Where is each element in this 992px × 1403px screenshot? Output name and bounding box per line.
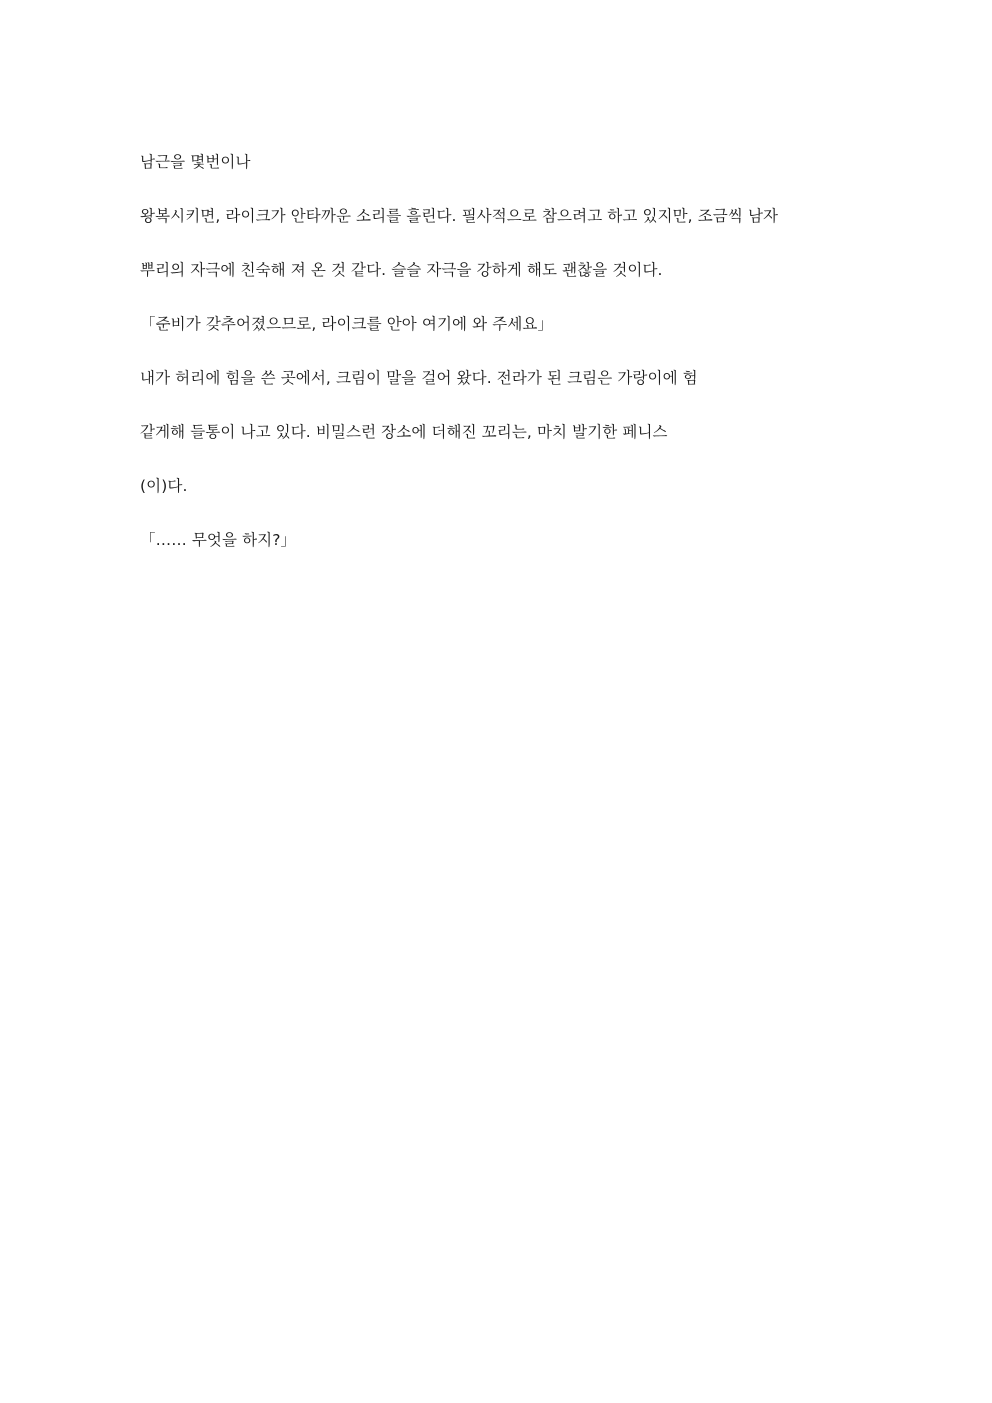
paragraph-1: 남근을 몇번이나 — [140, 153, 251, 171]
paragraph-2: 왕복시키면, 라이크가 안타까운 소리를 흘린다. 필사적으로 참으려고 하고 있지만, 조금씩 남자 — [140, 207, 779, 226]
paragraph-6: 같게해 들통이 나고 있다. 비밀스런 장소에 더해진 꼬리는, 마치 발기한 페니스 — [140, 423, 668, 442]
paragraph-4: 「준비가 갖추어졌으므로, 라이크를 안아 여기에 와 주세요」 — [140, 315, 554, 334]
paragraph-5: 내가 허리에 힘을 쓴 곳에서, 크림이 말을 걸어 왔다. 전라가 된 크림은 가랑이에 험 — [140, 369, 698, 388]
paragraph-8: 「…… 무엇을 하지?」 — [140, 531, 297, 550]
paragraph-7: (이)다. — [140, 477, 188, 496]
document-text-body — [140, 150, 852, 552]
paragraph-3: 뿌리의 자극에 친숙해 져 온 것 같다. 슬슬 자극을 강하게 해도 괜찮을 것이다. — [140, 261, 663, 280]
